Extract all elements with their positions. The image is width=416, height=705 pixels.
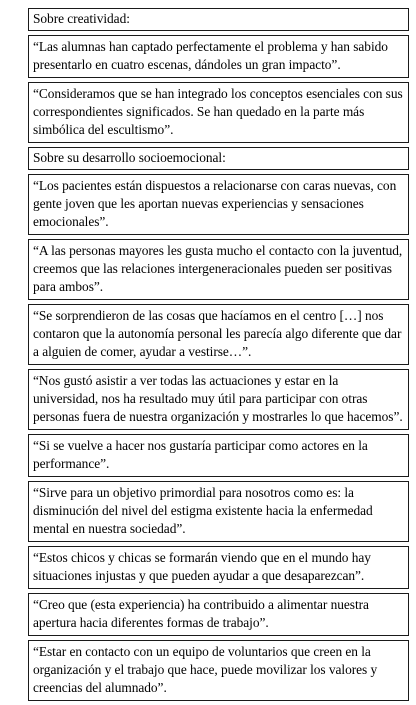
quote-cell — [28, 546, 409, 589]
quote-text: “Nos gustó asistir a ver todas las actuaciones y estar en la universidad, nos ha resultado muy útil para participar con otras personas fuera de nuestra organización y mostrarles lo que hacemos”. — [33, 373, 403, 424]
quote-cell — [28, 481, 409, 542]
quote-text: “Estar en contacto con un equipo de voluntarios que creen en la organización y el trabajo que hace, puede movilizar los valores y creencias del alumnado”. — [33, 644, 378, 695]
quote-text: “Consideramos que se han integrado los conceptos esenciales con sus correspondientes significados. Se han quedado en la parte más simbólica del escultismo”. — [33, 86, 403, 137]
quote-text: “Los pacientes están dispuestos a relacionarse con caras nuevas, con gente joven que les aportan nuevas experiencias y sensaciones emocionales”. — [33, 178, 397, 229]
quotes-table — [28, 8, 409, 705]
quote-cell — [28, 239, 409, 300]
quote-cell — [28, 434, 409, 477]
quote-text: “Creo que (esta experiencia) ha contribuido a alimentar nuestra apertura hacia diferentes formas de trabajo”. — [33, 597, 369, 630]
quote-text: “Estos chicos y chicas se formarán viendo que en el mundo hay situaciones injustas y que pueden ayudar a que desaparezcan”. — [33, 550, 371, 583]
quote-text: “Las alumnas han captado perfectamente el problema y han sabido presentarlo en cuatro escenas, dándoles un gran impacto”. — [33, 39, 388, 72]
section-heading-text: Sobre su desarrollo socioemocional: — [33, 150, 226, 165]
quote-cell — [28, 593, 409, 636]
quote-cell — [28, 35, 409, 78]
quote-cell — [28, 82, 409, 143]
quote-text: “Sirve para un objetivo primordial para nosotros como es: la disminución del nivel del estigma existente hacia la enfermedad mental en nuestra sociedad”. — [33, 485, 373, 536]
quote-cell — [28, 369, 409, 430]
quote-text: “A las personas mayores les gusta mucho el contacto con la juventud, creemos que las relaciones intergeneracionales pueden ser positivas para ambos”. — [33, 243, 403, 294]
section-heading-text: Sobre creatividad: — [33, 11, 130, 26]
quote-cell — [28, 304, 409, 365]
quote-cell — [28, 640, 409, 701]
quote-text: “Se sorprendieron de las cosas que hacíamos en el centro […] nos contaron que la autonomía personal les parecía algo diferente que dar a alguien de comer, ayudar a vestirse…”. — [33, 308, 402, 359]
section-heading-socioemocional — [28, 147, 409, 170]
section-heading-creatividad — [28, 8, 409, 31]
quote-cell — [28, 174, 409, 235]
quote-text: “Si se vuelve a hacer nos gustaría participar como actores en la performance”. — [33, 438, 368, 471]
